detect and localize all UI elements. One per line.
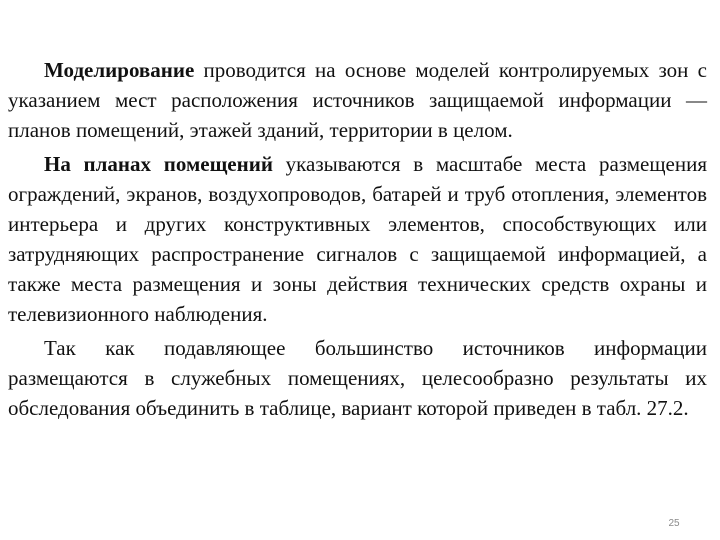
paragraph-room-plans-text: указываются в масштабе места размещения ограждений, экранов, воздухопроводов, батарей и труб отопления, элементов интерьера и других конструктивных элементов, способствующих или затрудняющих распространение сигналов с защищаемой информацией, а также места размещения и зоны действия технических средств охраны и телевизионного наблюдения. bbox=[8, 152, 707, 326]
term-modeling: Моделирование bbox=[44, 58, 195, 82]
paragraph-modeling-text: проводится на основе моделей контролируемых зон с указанием мест расположения источников защищаемой информации — планов помещений, этажей зданий, территории в целом. bbox=[8, 58, 707, 142]
paragraph-room-plans bbox=[8, 149, 707, 329]
text-body bbox=[8, 55, 707, 427]
term-room-plans: На планах помещений bbox=[44, 152, 273, 176]
page-number: 25 bbox=[668, 518, 680, 529]
paragraph-table-note bbox=[8, 333, 707, 423]
paragraph-table-note-text: Так как подавляющее большинство источников информации размещаются в служебных помещениях, целесообразно результаты их обследования объединить в таблице, вариант которой приведен в табл. 27.2. bbox=[8, 336, 707, 420]
paragraph-modeling bbox=[8, 55, 707, 145]
